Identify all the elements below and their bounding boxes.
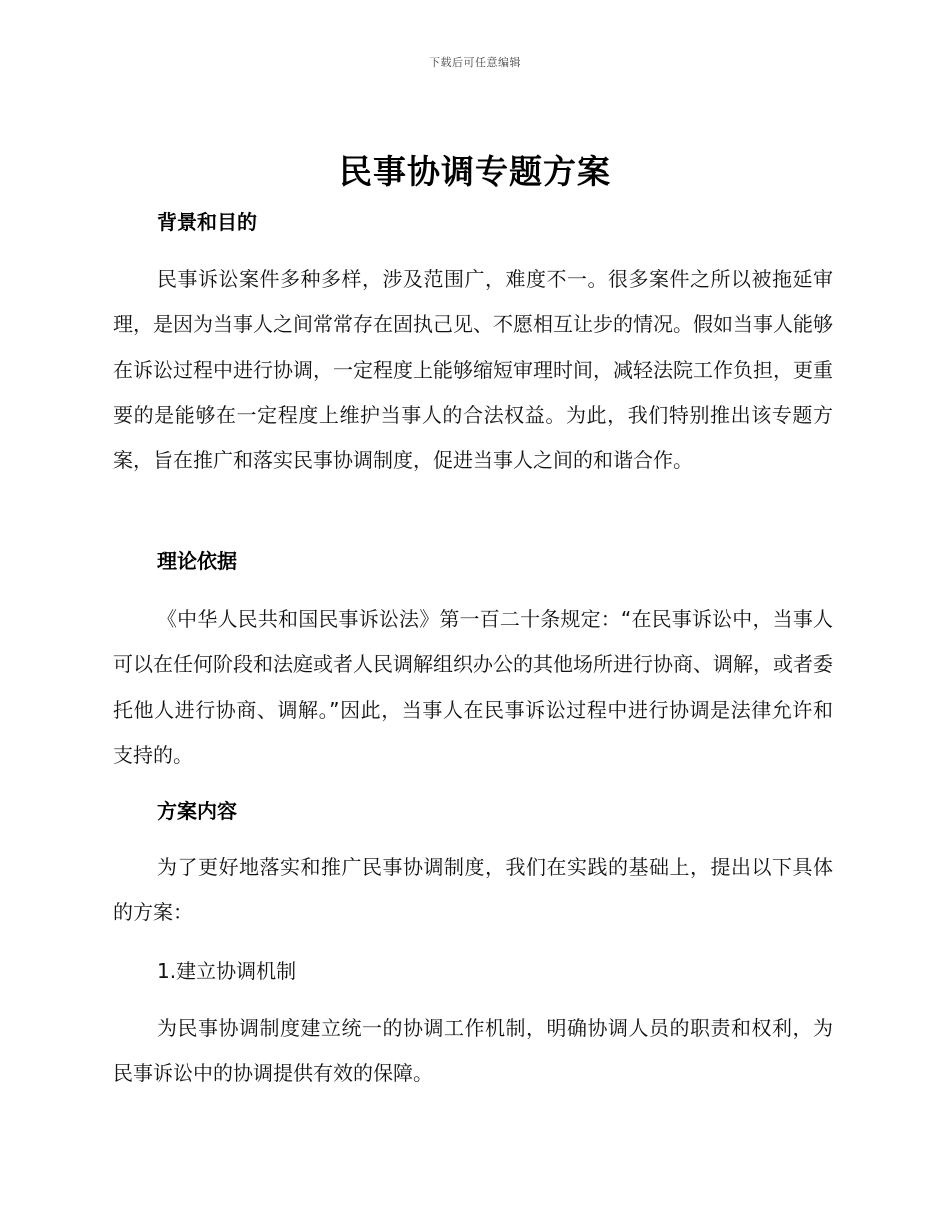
- section-heading-plan: 方案内容: [157, 799, 237, 823]
- section-heading-theory: 理论依据: [157, 549, 237, 573]
- plan-item-paragraph: 为民事协调制度建立统一的协调工作机制，明确协调人员的职责和权利，为民事诉讼中的协调提供有效的保障。: [113, 1016, 833, 1086]
- plan-item-title: 1.建立协调机制: [157, 959, 297, 983]
- document-title: 民事协调专题方案: [339, 152, 611, 191]
- section-heading-background: 背景和目的: [157, 210, 257, 234]
- section-paragraph-plan: 为了更好地落实和推广民事协调制度，我们在实践的基础上，提出以下具体的方案：: [113, 855, 833, 925]
- section-paragraph-background: 民事诉讼案件多种多样，涉及范围广，难度不一。很多案件之所以被拖延审理，是因为当事人之间常常存在固执己见、不愿相互让步的情况。假如当事人能够在诉讼过程中进行协调，一定程度上能够缩短审理时间，减轻法院工作负担，更重要的是能够在一定程度上维护当事人的合法权益。为此，我们特别推出该专题方案，旨在推广和落实民事协调制度，促进当事人之间的和谐合作。: [113, 267, 833, 473]
- section-paragraph-theory: 《中华人民共和国民事诉讼法》第一百二十条规定：“在民事诉讼中，当事人可以在任何阶段和法庭或者人民调解组织办公的其他场所进行协商、调解，或者委托他人进行协商、调解。”因此，当事人在民事诉讼过程中进行协调是法律允许和支持的。: [113, 607, 833, 767]
- page-header-note: 下载后可任意编辑: [429, 56, 521, 69]
